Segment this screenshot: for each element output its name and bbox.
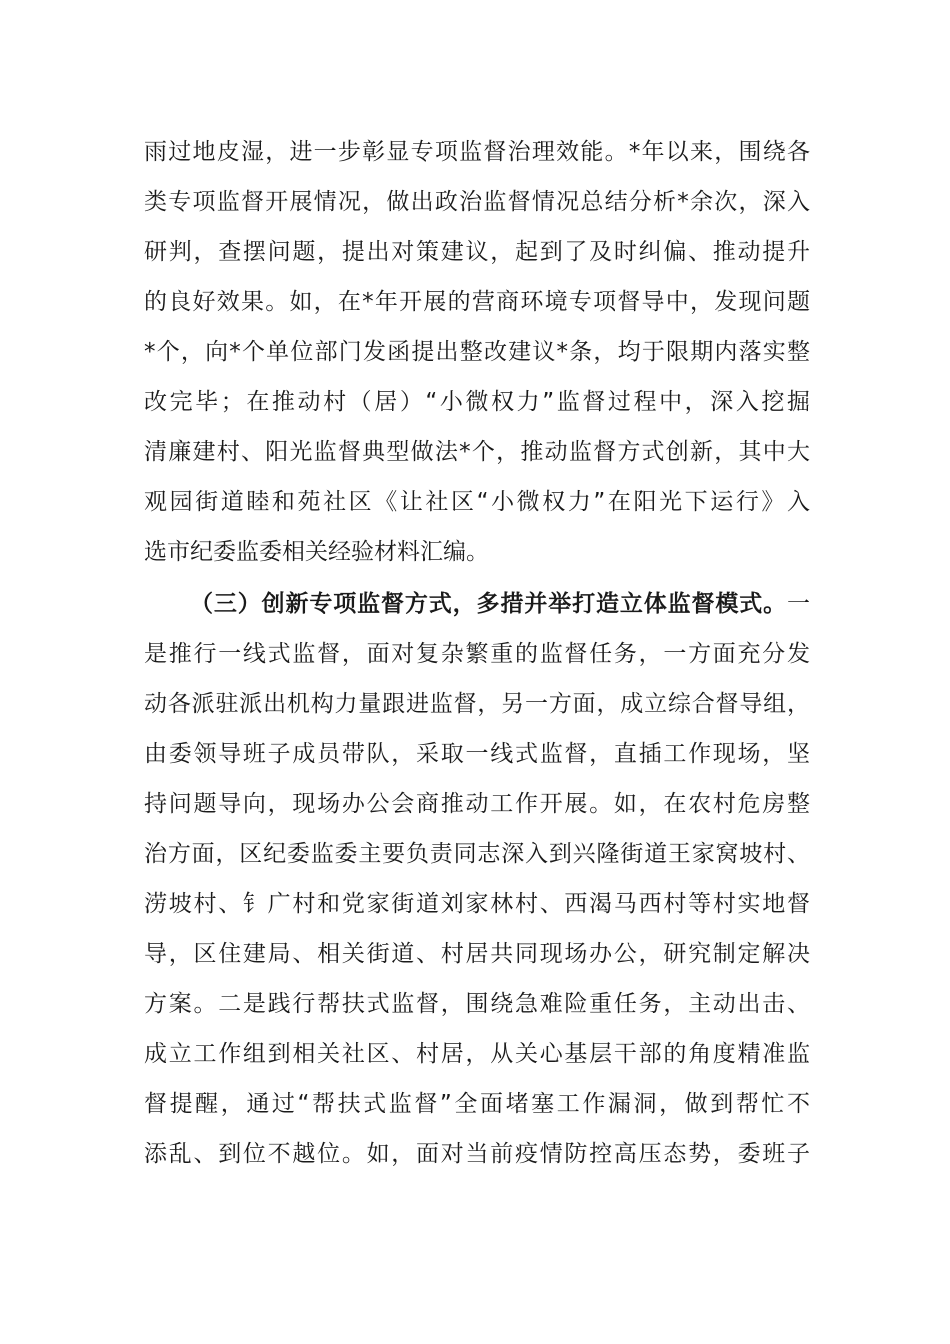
heading-line-rest: 一	[787, 591, 810, 617]
paragraph-2	[144, 579, 810, 1179]
text-line: 雨过地皮湿，进一步彰显专项监督治理效能。*年以来，围绕各	[144, 139, 810, 165]
text-line: 清廉建村、阳光监督典型做法*个，推动监督方式创新，其中大	[144, 439, 810, 465]
text-line: 改完毕；在推动村（居）“小微权力”监督过程中，深入挖掘	[144, 389, 810, 415]
text-line: 由委领导班子成员带队，采取一线式监督，直插工作现场，坚	[144, 741, 810, 767]
text-line: *个，向*个单位部门发函提出整改建议*条，均于限期内落实整	[144, 339, 810, 365]
text-line: 是推行一线式监督，面对复杂繁重的监督任务，一方面充分发	[144, 641, 810, 667]
text-line: 观园街道睦和苑社区《让社区“小微权力”在阳光下运行》入	[144, 489, 810, 515]
text-line: 添乱、到位不越位。如，面对当前疫情防控高压态势，委班子	[144, 1141, 810, 1167]
text-line: 涝坡村、钅广村和党家街道刘家林村、西渴马西村等村实地督	[144, 891, 810, 917]
text-line: 选市纪委监委相关经验材料汇编。	[144, 539, 489, 565]
text-line: 导，区住建局、相关街道、村居共同现场办公，研究制定解决	[144, 941, 810, 967]
text-line: 持问题导向，现场办公会商推动工作开展。如，在农村危房整	[144, 791, 810, 817]
paragraph-1	[144, 127, 810, 577]
text-line: 治方面，区纪委监委主要负责同志深入到兴隆街道王家窝坡村、	[144, 841, 810, 867]
text-line: 的良好效果。如，在*年开展的营商环境专项督导中，发现问题	[144, 289, 810, 315]
text-line: 动各派驻派出机构力量跟进监督，另一方面，成立综合督导组，	[144, 691, 810, 717]
text-line: 成立工作组到相关社区、村居，从关心基层干部的角度精准监	[144, 1041, 810, 1067]
section-heading-line	[144, 579, 810, 629]
text-line: 督提醒，通过“帮扶式监督”全面堵塞工作漏洞，做到帮忙不	[144, 1091, 810, 1117]
text-line: 研判，查摆问题，提出对策建议，起到了及时纠偏、推动提升	[144, 239, 810, 265]
section-heading: （三）创新专项监督方式，多措并举打造立体监督模式。	[190, 591, 787, 617]
text-line: 类专项监督开展情况，做出政治监督情况总结分析*余次，深入	[144, 189, 810, 215]
text-line: 方案。二是践行帮扶式监督，围绕急难险重任务，主动出击、	[144, 991, 810, 1017]
